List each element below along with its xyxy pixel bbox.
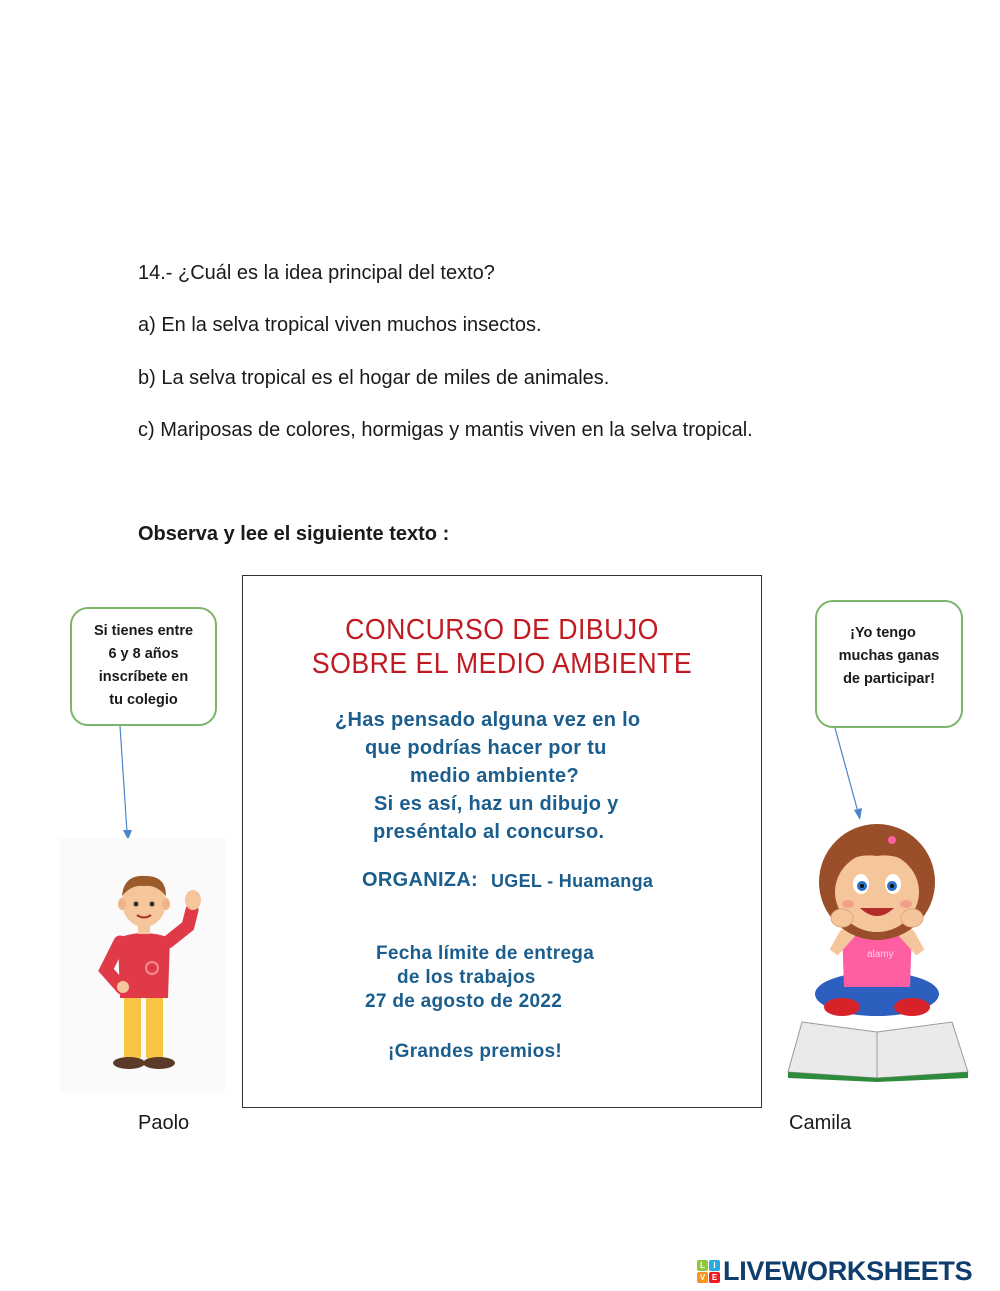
contest-poster [242,575,762,1108]
bubble-right-line3: de participar! [843,671,935,687]
prizes-text: ¡Grandes premios! [388,1041,563,1062]
instruction-heading: Observa y lee el siguiente texto : [138,523,450,545]
brand-name: LIVEWORKSHEETS [723,1255,973,1286]
boy-name-label: Paolo [138,1112,190,1134]
logo-letter-0: L [697,1260,708,1271]
bubble-left-line4: tu colegio [109,692,178,708]
bubble-right-line1: ¡Yo tengo [850,625,916,641]
logo-letter-3: E [709,1272,720,1283]
logo-mark-icon [697,1260,720,1283]
poster-body-line4: Si es así, haz un dibujo y [374,793,619,815]
arrow-right-icon [832,726,872,826]
logo-letter-2: V [697,1272,708,1283]
liveworksheets-logo [697,1255,972,1287]
bubble-right-line2: muchas ganas [838,648,940,664]
question-prompt: 14.- ¿Cuál es la idea principal del texto? [138,262,495,284]
answer-option-a[interactable]: a) En la selva tropical viven muchos insectos. [138,314,542,336]
poster-body-line1: ¿Has pensado alguna vez en lo [335,709,641,731]
deadline-line3: 27 de agosto de 2022 [365,991,563,1012]
organiza-value: UGEL - Huamanga [491,871,654,891]
bubble-left-line2: 6 y 8 años [108,646,179,662]
poster-body-line5: preséntalo al concurso. [373,821,605,843]
poster-body-line3: medio ambiente? [410,765,579,787]
watermark-text: alamy [867,949,894,960]
boy-illustration [60,838,225,1093]
logo-letter-1: I [709,1260,720,1271]
girl-name-label: Camila [789,1112,852,1134]
poster-body-line2: que podrías hacer por tu [365,737,607,759]
girl-illustration [782,822,972,1082]
organiza-label: ORGANIZA: [362,869,479,891]
deadline-line1: Fecha límite de entrega [376,943,595,964]
bubble-left-line3: inscríbete en [98,669,189,685]
poster-title-line2: SOBRE EL MEDIO AMBIENTE [311,648,693,680]
speech-bubble-right [815,600,963,728]
poster-title-line1: CONCURSO DE DIBUJO [345,614,659,646]
speech-bubble-left [70,607,217,726]
arrow-left-icon [110,724,140,844]
answer-option-c[interactable]: c) Mariposas de colores, hormigas y mantis viven en la selva tropical. [138,419,753,441]
bubble-left-line1: Si tienes entre [93,623,194,639]
answer-option-b[interactable]: b) La selva tropical es el hogar de miles de animales. [138,367,610,389]
deadline-line2: de los trabajos [397,967,536,988]
